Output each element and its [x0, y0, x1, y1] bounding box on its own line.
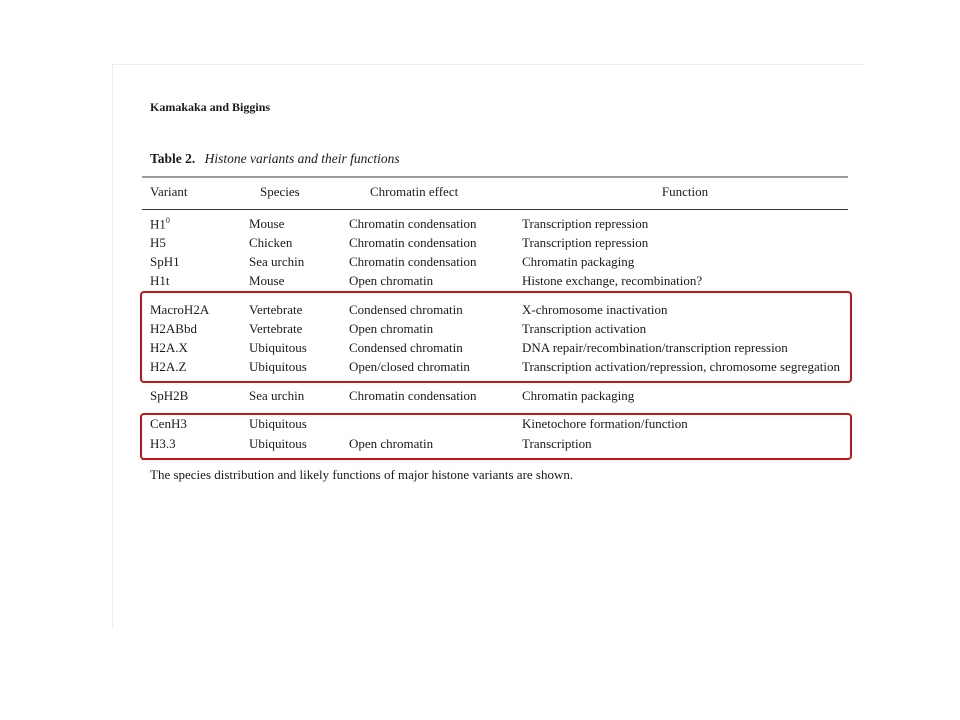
- cell-chromatin-effect: Chromatin condensation: [349, 254, 477, 269]
- cell-species: Chicken: [249, 235, 293, 250]
- table-footnote: The species distribution and likely functions of major histone variants are shown.: [150, 467, 574, 482]
- cell-species: Ubiquitous: [249, 436, 307, 451]
- cell-chromatin-effect: Chromatin condensation: [349, 388, 477, 403]
- column-header-variant: Variant: [150, 184, 188, 199]
- cell-species: Sea urchin: [249, 254, 305, 269]
- cell-chromatin-effect: Chromatin condensation: [349, 216, 477, 231]
- highlight-box-h3-variants: [140, 413, 852, 460]
- column-header-chromatin-effect: Chromatin effect: [370, 184, 459, 199]
- cell-species: Ubiquitous: [249, 359, 307, 374]
- highlight-box-h2a-variants: [140, 291, 852, 383]
- cell-function: X-chromosome inactivation: [522, 302, 668, 317]
- cell-species: Mouse: [249, 273, 285, 288]
- cell-variant: H2A.X: [150, 340, 188, 355]
- cell-function: Transcription: [522, 436, 592, 451]
- cell-species: Sea urchin: [249, 388, 305, 403]
- table-caption: [150, 151, 400, 167]
- cell-variant: H1t: [150, 273, 170, 288]
- cell-species: Vertebrate: [249, 302, 303, 317]
- cell-chromatin-effect: Open chromatin: [349, 436, 434, 451]
- column-header-species: Species: [260, 184, 300, 199]
- cell-variant: MacroH2A: [150, 302, 210, 317]
- cell-chromatin-effect: Open chromatin: [349, 273, 434, 288]
- cell-variant: H3.3: [150, 436, 176, 451]
- table-title: Histone variants and their functions: [204, 151, 400, 166]
- cell-function: Kinetochore formation/function: [522, 416, 688, 431]
- cell-species: Ubiquitous: [249, 416, 307, 431]
- cell-function: Transcription repression: [522, 216, 649, 231]
- cell-variant: SpH1: [150, 254, 180, 269]
- cell-variant: H2A.Z: [150, 359, 187, 374]
- cell-species: Vertebrate: [249, 321, 303, 336]
- cell-chromatin-effect: Open/closed chromatin: [349, 359, 470, 374]
- cell-variant: CenH3: [150, 416, 187, 431]
- table-label: Table 2.: [150, 151, 196, 166]
- cell-species: Ubiquitous: [249, 340, 307, 355]
- running-header-authors: Kamakaka and Biggins: [150, 100, 271, 114]
- cell-function: Transcription activation: [522, 321, 647, 336]
- cell-variant: H5: [150, 235, 166, 250]
- cell-species: Mouse: [249, 216, 285, 231]
- cell-variant: SpH2B: [150, 388, 189, 403]
- column-header-function: Function: [661, 184, 709, 199]
- cell-chromatin-effect: Open chromatin: [349, 321, 434, 336]
- cell-function: DNA repair/recombination/transcription repression: [522, 340, 788, 355]
- cell-function: Transcription activation/repression, chromosome segregation: [522, 359, 840, 374]
- cell-chromatin-effect: Condensed chromatin: [349, 340, 463, 355]
- cell-function: Transcription repression: [522, 235, 649, 250]
- cell-variant: [150, 216, 170, 232]
- variant-superscript: 0: [165, 216, 170, 225]
- cell-function: Chromatin packaging: [522, 388, 635, 403]
- cell-chromatin-effect: Chromatin condensation: [349, 235, 477, 250]
- table-header-rule: [142, 209, 848, 210]
- table-top-rule: [142, 176, 848, 178]
- cell-function: Chromatin packaging: [522, 254, 635, 269]
- variant-name: H1: [150, 216, 166, 232]
- cell-chromatin-effect: Condensed chromatin: [349, 302, 463, 317]
- cell-variant: H2ABbd: [150, 321, 197, 336]
- cell-function: Histone exchange, recombination?: [522, 273, 703, 288]
